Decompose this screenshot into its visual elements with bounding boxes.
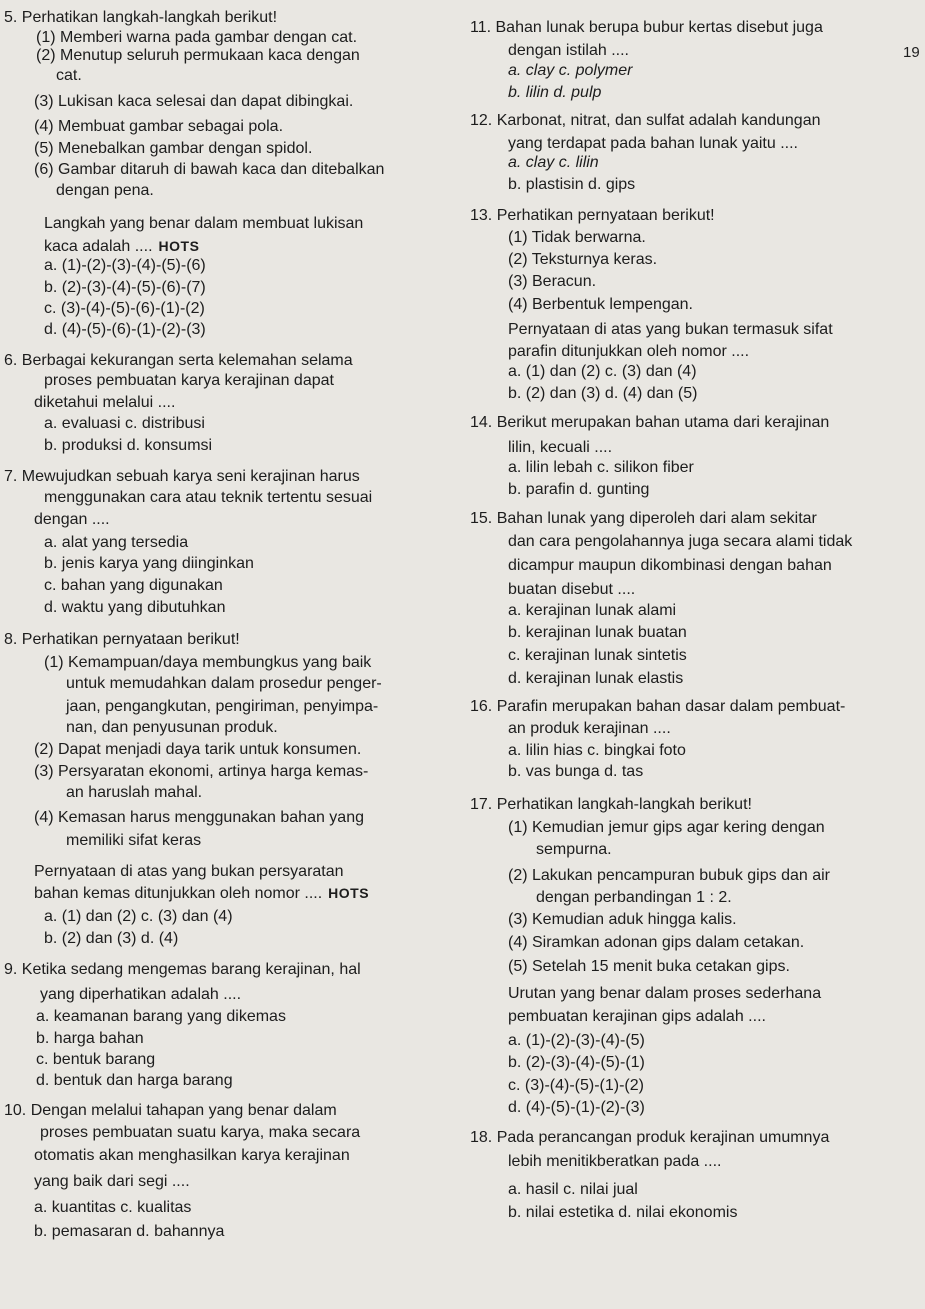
right-column-line [508,762,643,782]
line-text: 18. Pada perancangan produk kerajinan umumnya [470,1129,830,1146]
right-column-line [508,175,635,195]
left-column-line [34,117,283,137]
line-text: a. hasil c. nilai jual [508,1181,638,1198]
line-text: Pernyataan di atas yang bukan termasuk sifat [508,321,833,338]
line-text: (3) Persyaratan ekonomi, artinya harga kemas- [34,763,369,780]
left-column-line [44,653,371,673]
line-text: nan, dan penyusunan produk. [66,719,278,736]
left-column-line [44,907,233,927]
right-column-line [470,795,752,815]
hots-badge: HOTS [158,238,200,254]
line-text: (1) Kemudian jemur gips agar kering dengan [508,819,825,836]
line-text: dengan perbandingan 1 : 2. [536,889,732,906]
line-text: b. jenis karya yang diinginkan [44,555,254,572]
line-text: (1) Kemampuan/daya membungkus yang baik [44,654,372,671]
line-text: (3) Beracun. [508,273,597,290]
left-column-line [44,214,363,234]
left-column-line [44,929,178,949]
right-column-line [508,295,693,315]
line-text: bahan kemas ditunjukkan oleh nomor .... [34,885,323,902]
line-text: menggunakan cara atau teknik tertentu sesuai [44,489,373,506]
line-text: (4) Membuat gambar sebagai pola. [34,118,284,135]
line-text: (2) Dapat menjadi daya tarik untuk konsumen. [34,741,362,758]
line-text: a. lilin lebah c. silikon fiber [508,459,694,476]
line-text: 8. Perhatikan pernyataan berikut! [4,631,240,648]
left-column-line [4,960,361,980]
line-text: (4) Siramkan adonan gips dalam cetakan. [508,934,805,951]
right-column-line [508,741,686,761]
line-text: d. bentuk dan harga barang [36,1072,233,1089]
left-column-line [36,1007,286,1027]
left-column-line [34,92,353,112]
right-column-line [508,910,737,930]
right-column-line [508,384,697,404]
line-text: yang diperhatikan adalah .... [40,986,242,1003]
line-text: c. (3)-(4)-(5)-(6)-(1)-(2) [44,300,205,317]
line-text: (1) Tidak berwarna. [508,229,646,246]
line-text: a. evaluasi c. distribusi [44,415,205,432]
line-text: dan cara pengolahannya juga secara alami tidak [508,533,853,550]
left-column-line [66,718,278,738]
line-text: a. kuantitas c. kualitas [34,1199,192,1216]
left-column-line [34,393,175,413]
right-column-line [508,646,687,666]
line-text: b. (2) dan (3) d. (4) dan (5) [508,385,698,402]
line-text: b. produksi d. konsumsi [44,437,213,454]
line-text: pembuatan kerajinan gips adalah .... [508,1008,766,1025]
line-text: b. kerajinan lunak buatan [508,624,687,641]
line-text: (4) Kemasan harus menggunakan bahan yang [34,809,364,826]
line-text: 14. Berikut merupakan bahan utama dari kerajinan [470,414,830,431]
line-text: 10. Dengan melalui tahapan yang benar dalam [4,1102,337,1119]
left-column-line [34,1146,350,1166]
line-text: dengan istilah .... [508,42,629,59]
line-text: c. kerajinan lunak sintetis [508,647,687,664]
right-column-line [508,623,687,643]
left-column-line [44,436,212,456]
left-column-line [34,740,361,760]
right-column-line [508,1007,766,1027]
right-column-line [508,580,635,600]
left-column-line [56,66,82,86]
left-column-line [44,488,372,508]
line-text: buatan disebut .... [508,581,636,598]
right-column-line [508,556,832,576]
right-column-line [508,866,830,886]
left-column-line [4,351,353,371]
left-column-line [66,697,378,717]
right-column-line [508,480,649,500]
left-column-line [4,1101,337,1121]
line-text: Urutan yang benar dalam proses sederhana [508,985,822,1002]
line-text: parafin ditunjukkan oleh nomor .... [508,343,750,360]
line-text: Pernyataan di atas yang bukan persyaratan [34,863,344,880]
right-column-line [470,1128,829,1148]
left-column-line [44,533,188,553]
right-column-line [508,957,790,977]
line-text: a. clay c. polymer [508,62,633,79]
right-column-line [470,111,820,131]
left-column-line [40,985,241,1005]
right-column-line [508,134,798,154]
line-text: c. bahan yang digunakan [44,577,223,594]
line-text: 5. Perhatikan langkah-langkah berikut! [4,9,278,26]
right-column-line [470,509,817,529]
left-column-line [66,831,201,851]
right-column-line [508,1180,638,1200]
line-text: c. (3)-(4)-(5)-(1)-(2) [508,1077,644,1094]
line-text: diketahui melalui .... [34,394,176,411]
line-text: b. harga bahan [36,1030,144,1047]
right-column-line [508,250,657,270]
line-text: (4) Berbentuk lempengan. [508,296,693,313]
line-text: an haruslah mahal. [66,784,203,801]
line-text: memiliki sifat keras [66,832,202,849]
line-text: b. nilai estetika d. nilai ekonomis [508,1204,738,1221]
left-column-line [4,8,277,28]
line-text: b. vas bunga d. tas [508,763,644,780]
line-text: 9. Ketika sedang mengemas barang kerajinan, hal [4,961,361,978]
line-text: b. lilin d. pulp [508,84,602,101]
line-text: a. kerajinan lunak alami [508,602,677,619]
line-text: yang baik dari segi .... [34,1173,190,1190]
line-text: b. (2)-(3)-(4)-(5)-(1) [508,1054,645,1071]
line-text: yang terdapat pada bahan lunak yaitu .... [508,135,798,152]
left-column-line [4,467,360,487]
right-column-line [508,1152,721,1172]
right-column-line [470,206,715,226]
line-text: b. (2) dan (3) d. (4) [44,930,179,947]
right-column-line [508,984,821,1004]
left-column-line [44,371,334,391]
line-text: proses pembuatan suatu karya, maka secara [40,1124,361,1141]
right-column-line [508,83,601,103]
right-column-line [508,601,676,621]
line-text: a. (1)-(2)-(3)-(4)-(5)-(6) [44,257,206,274]
right-column-line [508,61,632,81]
line-text: (6) Gambar ditaruh di bawah kaca dan ditebalkan [34,161,385,178]
left-column-line [4,630,240,650]
right-column-line [508,933,804,953]
line-text: (2) Teksturnya keras. [508,251,658,268]
right-column-line [508,1053,645,1073]
line-text: b. plastisin d. gips [508,176,636,193]
left-column-line [34,160,384,180]
left-column-line [44,236,199,257]
line-text: (2) Lakukan pencampuran bubuk gips dan air [508,867,830,884]
right-column-line [508,342,749,362]
left-column-line [34,1198,191,1218]
left-column-line [34,808,364,828]
right-column-line [508,153,599,173]
left-column-line [34,762,368,782]
line-text: b. parafin d. gunting [508,481,650,498]
left-column-line [34,139,312,159]
line-text: 15. Bahan lunak yang diperoleh dari alam sekitar [470,510,817,527]
line-text: untuk memudahkan dalam prosedur penger- [66,675,382,692]
line-text: dengan .... [34,511,110,528]
left-column-line [44,598,225,618]
right-column-line [508,1076,644,1096]
left-column-line [44,278,206,298]
line-text: sempurna. [536,841,612,858]
line-text: d. waktu yang dibutuhkan [44,599,226,616]
line-text: dicampur maupun dikombinasi dengan bahan [508,557,832,574]
left-column-line [36,28,357,48]
line-text: proses pembuatan karya kerajinan dapat [44,372,334,389]
left-column-line [66,783,202,803]
right-column-line [508,438,612,458]
page-number: 19 [903,44,920,61]
line-text: Langkah yang benar dalam membuat lukisan [44,215,364,232]
left-column-line [40,1123,360,1143]
line-text: kaca adalah .... [44,238,153,255]
line-text: lilin, kecuali .... [508,439,613,456]
left-column-line [44,576,223,596]
left-column-line [36,1050,155,1070]
line-text: cat. [56,67,82,84]
left-column-line [34,510,110,530]
left-column-line [44,256,206,276]
right-column-line [508,1031,645,1051]
line-text: 11. Bahan lunak berupa bubur kertas disebut juga [470,19,823,36]
left-column-line [44,414,205,434]
left-column-line [34,1172,190,1192]
left-column-line [44,320,206,340]
line-text: a. alat yang tersedia [44,534,189,551]
right-column-line [536,840,612,860]
line-text: 6. Berbagai kekurangan serta kelemahan selama [4,352,353,369]
line-text: b. pemasaran d. bahannya [34,1223,225,1240]
line-text: lebih menitikberatkan pada .... [508,1153,722,1170]
line-text: (5) Setelah 15 menit buka cetakan gips. [508,958,790,975]
left-column-line [44,299,205,319]
hots-badge: HOTS [328,885,370,901]
left-column-line [56,181,154,201]
line-text: d. kerajinan lunak elastis [508,670,684,687]
right-column-line [508,272,596,292]
line-text: a. (1)-(2)-(3)-(4)-(5) [508,1032,645,1049]
left-column-line [36,1029,144,1049]
left-column-line [66,674,382,694]
right-column-line [470,413,829,433]
line-text: 13. Perhatikan pernyataan berikut! [470,207,715,224]
line-text: b. (2)-(3)-(4)-(5)-(6)-(7) [44,279,206,296]
right-column-line [508,1098,645,1118]
line-text: a. (1) dan (2) c. (3) dan (4) [44,908,233,925]
line-text: a. clay c. lilin [508,154,599,171]
right-column-line [536,888,732,908]
right-column-line [508,362,697,382]
right-column-line [508,41,629,61]
line-text: a. lilin hias c. bingkai foto [508,742,686,759]
right-column-line [508,228,646,248]
left-column-line [36,1071,233,1091]
line-text: an produk kerajinan .... [508,720,671,737]
right-column-line [508,1203,737,1223]
right-column-line [470,697,845,717]
right-column-line [508,532,852,552]
line-text: jaan, pengangkutan, pengiriman, penyimpa- [66,698,379,715]
right-column-line [508,719,671,739]
line-text: 7. Mewujudkan sebuah karya seni kerajinan harus [4,468,360,485]
left-column-line [34,883,369,904]
left-column-line [44,554,254,574]
line-text: 12. Karbonat, nitrat, dan sulfat adalah kandungan [470,112,821,129]
line-text: (1) Memberi warna pada gambar dengan cat. [36,29,358,46]
right-column-line [508,458,694,478]
right-column-line [508,320,833,340]
line-text: a. keamanan barang yang dikemas [36,1008,286,1025]
line-text: 16. Parafin merupakan bahan dasar dalam pembuat- [470,698,846,715]
line-text: d. (4)-(5)-(1)-(2)-(3) [508,1099,645,1116]
line-text: (3) Lukisan kaca selesai dan dapat dibingkai. [34,93,354,110]
right-column-line [508,669,683,689]
left-column-line [34,862,344,882]
right-column-line [470,18,823,38]
line-text: c. bentuk barang [36,1051,156,1068]
line-text: (2) Menutup seluruh permukaan kaca dengan [36,47,360,64]
line-text: 17. Perhatikan langkah-langkah berikut! [470,796,752,813]
left-column-line [36,46,360,66]
line-text: otomatis akan menghasilkan karya kerajinan [34,1147,350,1164]
line-text: a. (1) dan (2) c. (3) dan (4) [508,363,697,380]
line-text: (5) Menebalkan gambar dengan spidol. [34,140,313,157]
line-text: (3) Kemudian aduk hingga kalis. [508,911,737,928]
line-text: dengan pena. [56,182,154,199]
left-column-line [34,1222,224,1242]
line-text: d. (4)-(5)-(6)-(1)-(2)-(3) [44,321,206,338]
right-column-line [508,818,825,838]
